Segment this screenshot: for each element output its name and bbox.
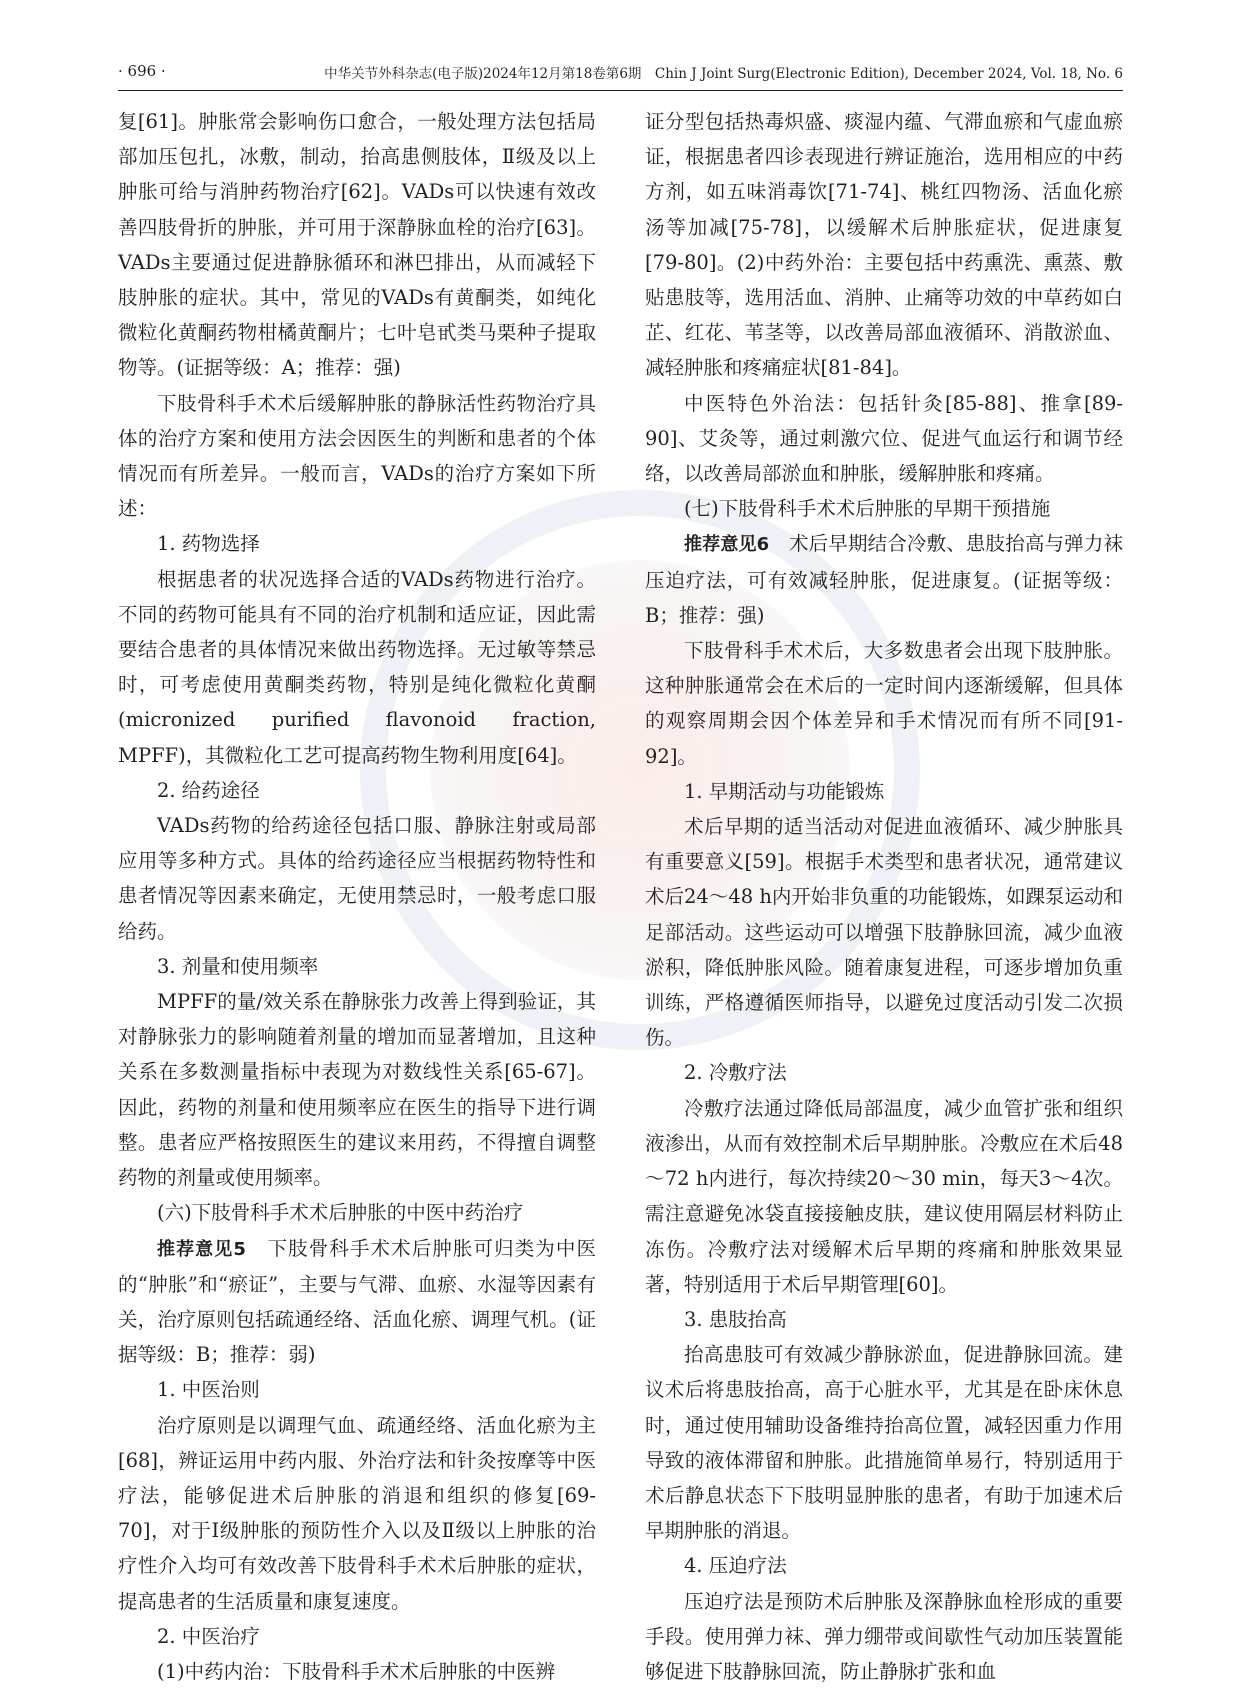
- paragraph: [645, 1091, 1123, 1302]
- left-column: [118, 104, 596, 1689]
- paragraph-text: 1. 早期活动与功能锻炼: [684, 779, 885, 803]
- right-column: [645, 104, 1123, 1689]
- paragraph-text: MPFF的量/效关系在静脉张力改善上得到验证，其对静脉张力的影响随着剂量的增加而显著增加，且这种关系在多数测量指标中表现为对数线性关系[65-67]。因此，药物的剂量和使用频率应在医生的指导下进行调整。患者应严格按照医生的建议来用药，不得擅自调整药物的剂量或使用频率。: [118, 990, 596, 1190]
- paragraph: [645, 526, 1123, 633]
- paragraph: [118, 1195, 596, 1230]
- paragraph-text: (七)下肢骨科手术术后肿胀的早期干预措施: [684, 497, 1051, 521]
- paragraph-text: 术后早期的适当活动对促进血液循环、减少肿胀具有重要意义[59]。根据手术类型和患者状况，通常建议术后24～48 h内开始非负重的功能锻炼，如踝泵运动和足部活动。这些运动可以增强下肢静脉回流，减少血液淤积，降低肿胀风险。随着康复进程，可逐步增加负重训练，严格遵循医师指导，以避免过度活动引发二次损伤。: [645, 815, 1123, 1050]
- paragraph-text: 证分型包括热毒炽盛、痰湿内蕴、气滞血瘀和气虚血瘀证，根据患者四诊表现进行辨证施治，选用相应的中药方剂，如五味消毒饮[71-74]、桃红四物汤、活血化瘀汤等加减[75-78]，以缓解术后肿胀症状，促进康复[79-80]。(2)中药外治：主要包括中药熏洗、熏蒸、敷贴患肢等，选用活血、消肿、止痛等功效的中草药如白芷、红花、苇茎等，以改善局部血液循环、消散淤血、减轻肿胀和疼痛症状[81-84]。: [645, 110, 1123, 380]
- paragraph-text: 冷敷疗法通过降低局部温度，减少血管扩张和组织液渗出，从而有效控制术后早期肿胀。冷敷应在术后48～72 h内进行，每次持续20～30 min，每天3～4次。需注意避免冰袋直接接触皮肤，建议使用隔层材料防止冻伤。冷敷疗法对缓解术后早期的疼痛和肿胀效果显著，特别适用于术后早期管理[60]。: [645, 1096, 1123, 1296]
- paragraph-text: VADs药物的给药途径包括口服、静脉注射或局部应用等多种方式。具体的给药途径应当根据药物特性和患者情况等因素来确定，无使用禁忌时，一般考虑口服给药。: [118, 814, 596, 943]
- paragraph-text: 下肢骨科手术术后缓解肿胀的静脉活性药物治疗具体的治疗方案和使用方法会因医生的判断和患者的个体情况而有所差异。一般而言，VADs的治疗方案如下所述：: [118, 391, 596, 521]
- paragraph: [645, 633, 1123, 774]
- paragraph-text: 1. 药物选择: [157, 532, 260, 556]
- paragraph: [118, 984, 596, 1195]
- paragraph: [118, 949, 596, 984]
- paragraph: [645, 1055, 1123, 1090]
- paragraph-text: 4. 压迫疗法: [684, 1554, 787, 1578]
- paragraph: [645, 809, 1123, 1055]
- paragraph-text: 压迫疗法是预防术后肿胀及深静脉血栓形成的重要手段。使用弹力袜、弹力绷带或间歇性气动加压装置能够促进下肢静脉回流，防止静脉扩张和血: [645, 1589, 1123, 1683]
- paragraph-text: 根据患者的状况选择合适的VADs药物进行治疗。不同的药物可能具有不同的治疗机制和适应证，因此需要结合患者的具体情况来做出药物选择。无过敏等禁忌时，可考虑使用黄酮类药物，特别是纯化微粒化黄酮(micronized purified flavonoid fraction, MPFF)，其微粒化工艺可提高药物生物利用度[64]。: [118, 567, 596, 767]
- paragraph: [118, 1231, 596, 1373]
- paragraph-text: 治疗原则是以调理气血、疏通经络、活血化瘀为主[68]，辨证运用中药内服、外治疗法和针灸按摩等中医疗法，能够促进术后肿胀的消退和组织的修复[69-70]，对于Ⅰ级肿胀的预防性介入以及Ⅱ级以上肿胀的治疗性介入均可有效改善下肢骨科手术术后肿胀的症状，提高患者的生活质量和康复速度。: [118, 1413, 596, 1613]
- paragraph-text: 2. 中医治疗: [157, 1624, 260, 1648]
- paragraph: [118, 808, 596, 949]
- recommendation-label: 推荐意见5: [157, 1238, 246, 1260]
- journal-citation: 中华关节外科杂志(电子版)2024年12月第18卷第6期 Chin J Joint Surg(Electronic Edition), December 2024, Vol. 18, No. 6: [324, 66, 1123, 82]
- paragraph: [645, 1302, 1123, 1337]
- paragraph-text: 抬高患肢可有效减少静脉淤血，促进静脉回流。建议术后将患肢抬高，高于心脏水平，尤其是在卧床休息时，通过使用辅助设备维持抬高位置，减轻因重力作用导致的液体滞留和肿胀。此措施简单易行，特别适用于术后静息状态下下肢明显肿胀的患者，有助于加速术后早期肿胀的消退。: [645, 1343, 1123, 1543]
- paragraph-text: 1. 中医治则: [157, 1378, 260, 1402]
- paragraph: [118, 104, 596, 386]
- paragraph: [645, 1337, 1123, 1548]
- recommendation-label: 推荐意见6: [684, 534, 770, 556]
- paragraph-text: 下肢骨科手术术后肿胀可归类为中医的“肿胀”和“瘀证”，主要与气滞、血瘀、水湿等因素有关，治疗原则包括疏通经络、活血化瘀、调理气机。(证据等级：B；推荐：弱): [118, 1236, 596, 1367]
- page-number: · 696 ·: [118, 62, 166, 80]
- paragraph: [118, 773, 596, 808]
- paragraph-text: 3. 患肢抬高: [684, 1307, 787, 1331]
- paragraph-text: 下肢骨科手术术后，大多数患者会出现下肢肿胀。这种肿胀通常会在术后的一定时间内逐渐缓解，但具体的观察周期会因个体差异和手术情况而有所不同[91-92]。: [645, 639, 1123, 768]
- paragraph: [645, 491, 1123, 526]
- paragraph: [118, 562, 596, 773]
- paragraph: [118, 386, 596, 527]
- paragraph: [645, 1548, 1123, 1583]
- paragraph: [645, 104, 1123, 386]
- paragraph-text: 2. 给药途径: [157, 778, 260, 802]
- paragraph: [645, 386, 1123, 492]
- paragraph-text: 中医特色外治法：包括针灸[85-88]、推拿[89-90]、艾灸等，通过刺激穴位、促进气血运行和调节经络，以改善局部淤血和肿胀，缓解肿胀和疼痛。: [645, 391, 1123, 486]
- paragraph: [118, 1408, 596, 1619]
- paragraph: [645, 1584, 1123, 1689]
- paragraph-text: (六)下肢骨科手术术后肿胀的中医中药治疗: [157, 1201, 524, 1225]
- paragraph: [118, 1619, 596, 1654]
- paragraph: [118, 1372, 596, 1407]
- paragraph: [645, 774, 1123, 809]
- paragraph-text: 2. 冷敷疗法: [684, 1061, 787, 1085]
- paragraph-text: 复[61]。肿胀常会影响伤口愈合，一般处理方法包括局部加压包扎，冰敷，制动，抬高患侧肢体，Ⅱ级及以上肿胀可给与消肿药物治疗[62]。VADs可以快速有效改善四肢骨折的肿胀，并可用于深静脉血栓的治疗[63]。VADs主要通过促进静脉循环和淋巴排出，从而减轻下肢肿胀的症状。其中，常见的VADs有黄酮类，如纯化微粒化黄酮药物柑橘黄酮片；七叶皂甙类马栗种子提取物等。(证据等级：A；推荐：强): [118, 110, 596, 380]
- paragraph-text: 3. 剂量和使用频率: [157, 954, 319, 978]
- header-rule: [118, 90, 1123, 91]
- page-header: [118, 62, 1123, 86]
- paragraph: [118, 526, 596, 561]
- paragraph-text: 术后早期结合冷敷、患肢抬高与弹力袜压迫疗法，可有效减轻肿胀，促进康复。(证据等级：B；推荐：强): [645, 532, 1123, 627]
- paragraph-text: (1)中药内治：下肢骨科手术术后肿胀的中医辨: [157, 1659, 556, 1683]
